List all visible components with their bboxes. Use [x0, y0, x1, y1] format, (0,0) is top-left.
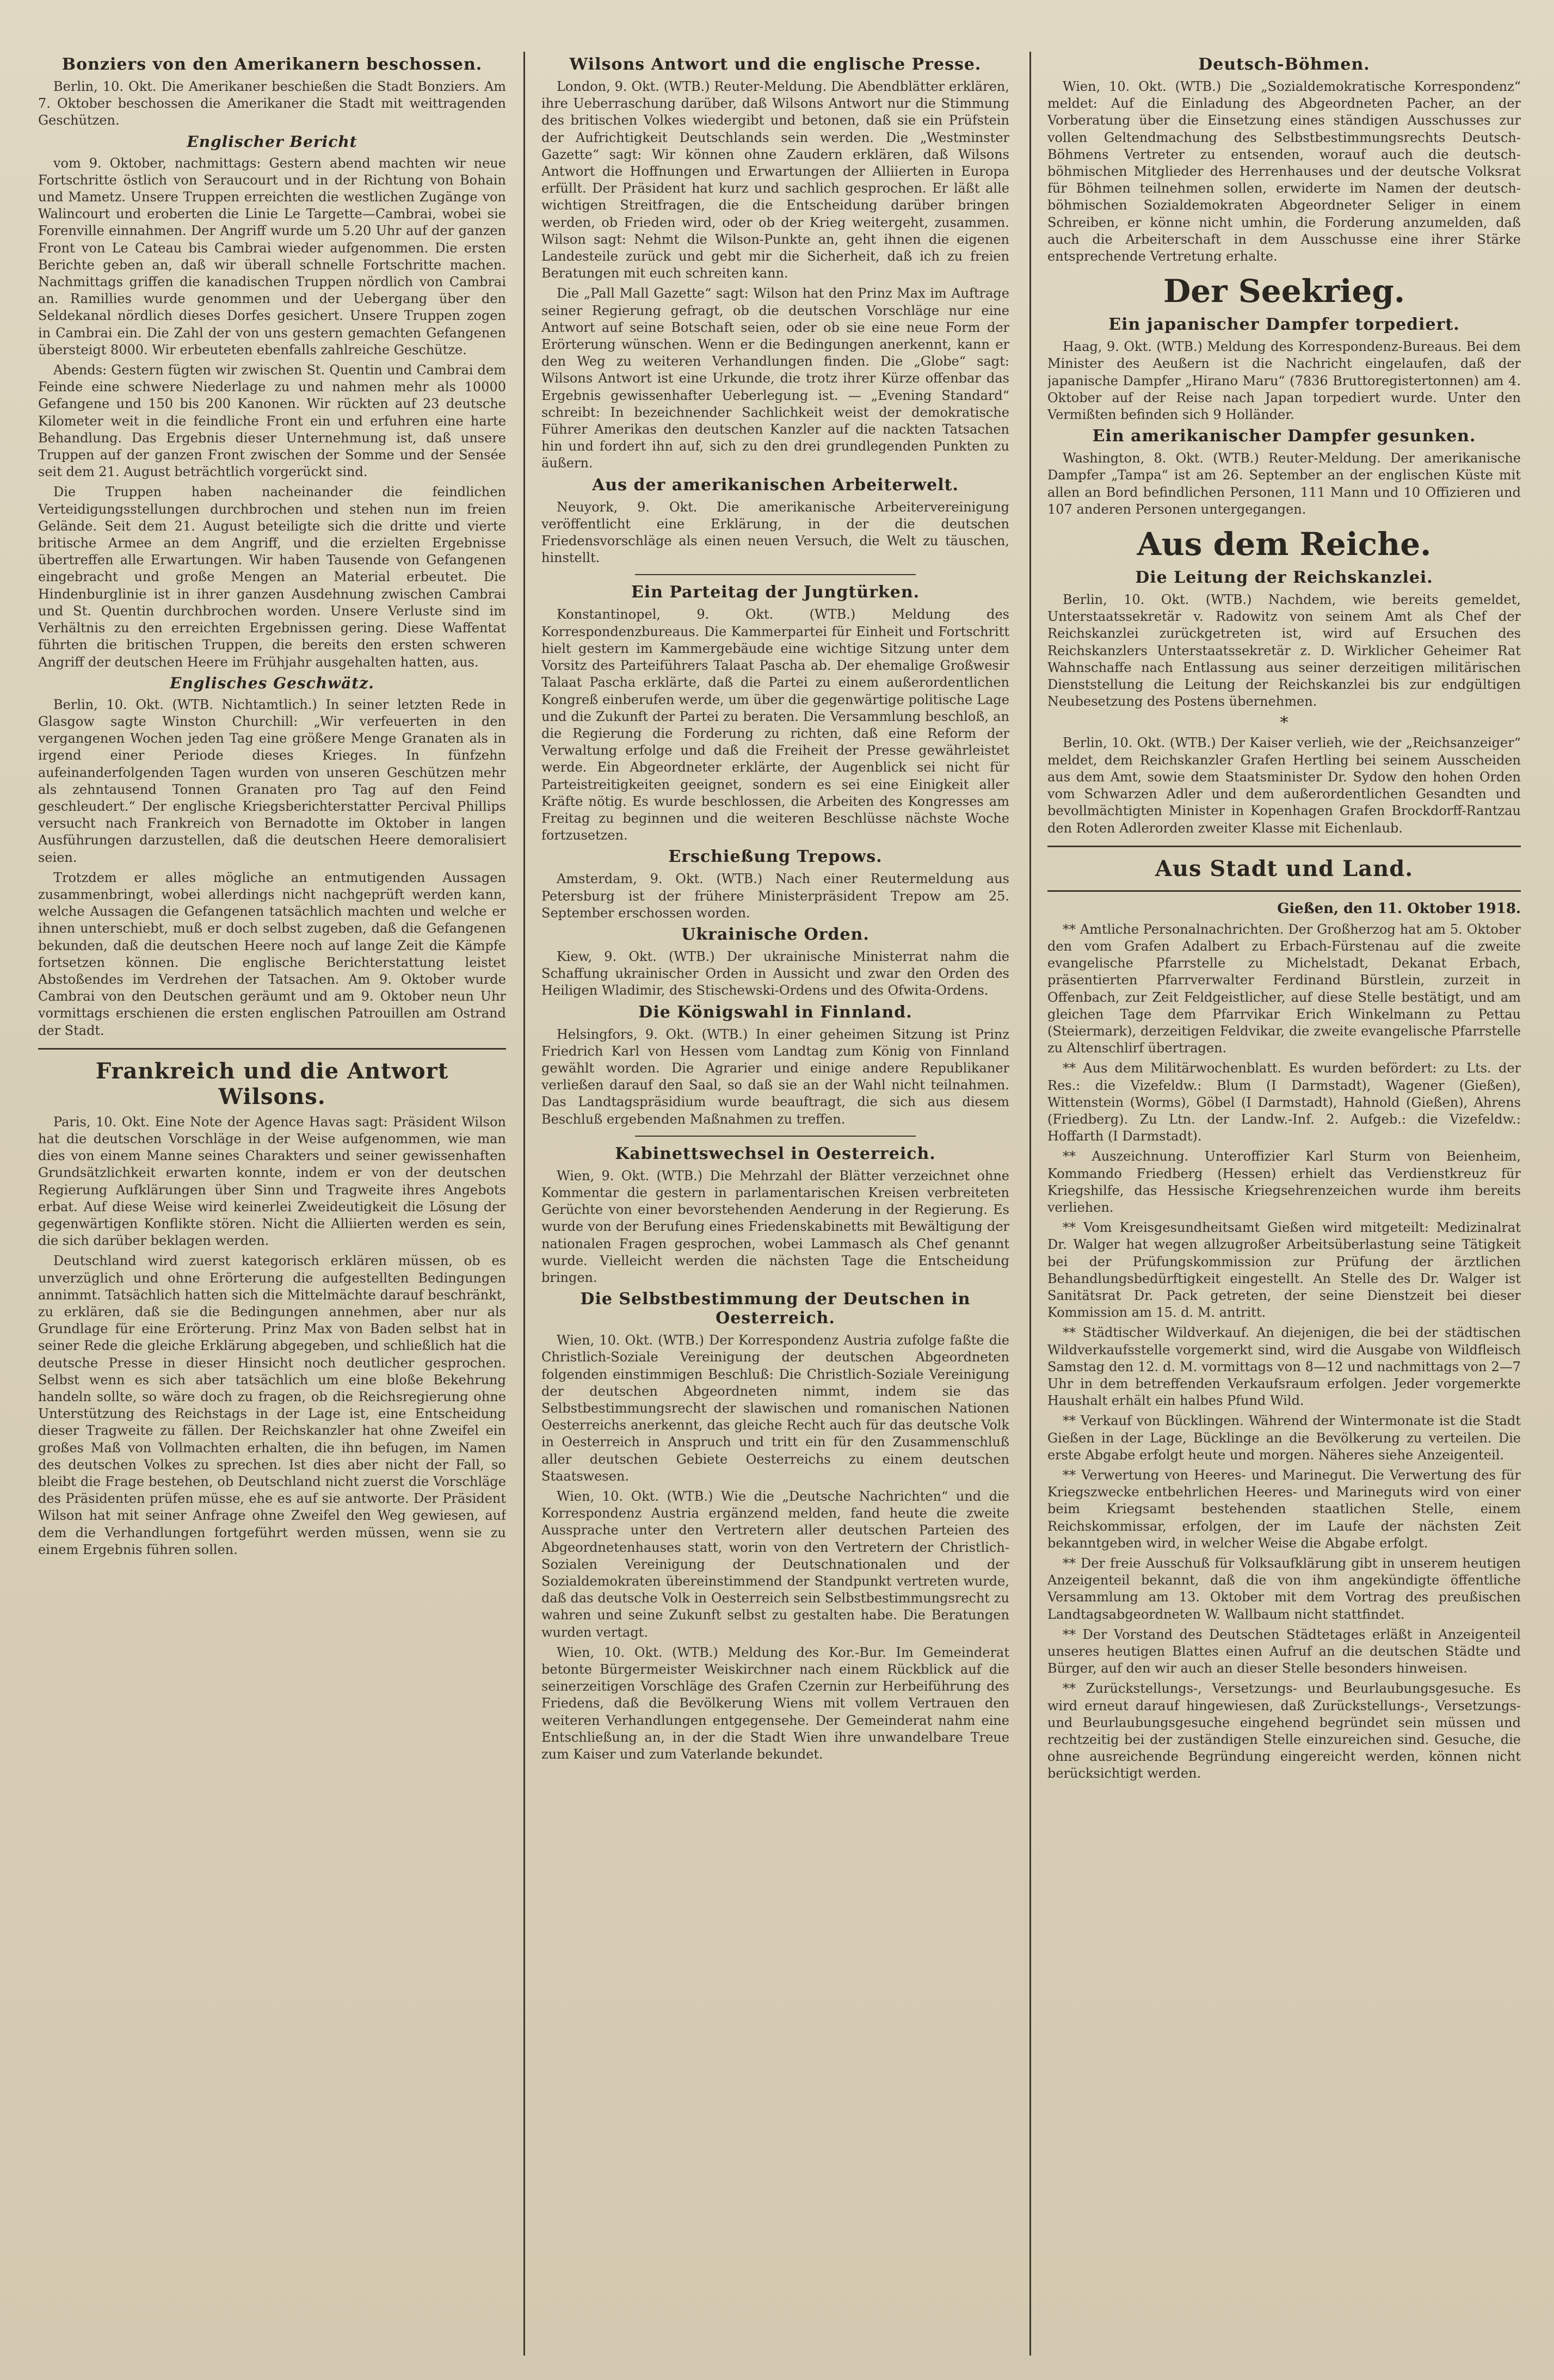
article-trepow: Amsterdam, 9. Okt. (WTB.) Nach einer Reutermeldung aus Petersburg ist der frühere Ministerpräsident Trepow am 25. September erschossen worden. [541, 871, 1009, 921]
article-young-turks: Konstantinopel, 9. Okt. (WTB.) Meldung des Korrespondenzbureaus. Die Kammerpartei für Einheit und Fortschritt hielt gestern im Kammergebäude eine wichtige Sitzung unter dem Vorsitz des Parteiführers Talaat Pascha ab. Der ehemalige Großwesir Talaat Pascha erklärte, daß die Partei zu einem außerordentlichen Kongreß einberufen werde, um über die gegenwärtige politische Lage und die Zukunft der Partei zu beraten. Die Versammlung beschloß, an die Regierung die Forderung zu richten, daß eine Reform der Verwaltung erfolge und daß die Freiheit der Presse gewährleistet werde. Ein Abgeordneter erklärte, der Augenblick sei nicht für Parteistreitigkeiten geeignet, sondern es sei eine Einigkeit aller Kräfte nötig. Es wurde beschlossen, die Arbeiten des Kongresses am Freitag zu beginnen und die weiteren Beschlüsse nächste Woche fortzusetzen. [541, 607, 1009, 843]
headline-wilson-press: Wilsons Antwort und die englische Presse. [569, 55, 982, 74]
article-english-report: vom 9. Oktober, nachmittags: Gestern abend machten wir neue Fortschritte östlich von Seraucourt und in der Richtung von Bohain und Mametz. Unsere Truppen erreichten die westlichen Zugänge von Walincourt und eroberten die Linie Le Targette—Cambrai, wobei sie Forenville einnahmen. Der Angriff wurde um 5.20 Uhr auf der ganzen Front von Le Cateau bis Cambrai wieder aufgenommen. Die ersten Berichte geben an, daß wir überall schnelle Fortschritte machen. Nachmittags griffen die kanadischen Truppen nördlich von Cambrai an. Ramillies wurde genommen und der Uebergang über den Seldekanal nördlich dieses Dorfes gesichert. Unsere Truppen zogen in Cambrai ein. Die Zahl der von uns gestern gemachten Gefangenen übersteigt 8000. Wir erbeuteten ebenfalls zahlreiche Geschütze. [38, 155, 506, 357]
headline-from-reich: Aus dem Reiche. [1137, 526, 1432, 563]
article-buckling: ** Verkauf von Bücklingen. Während der Wintermonate ist die Stadt Gießen in der Lage, Bücklinge an die Bevölkerung zu verteilen. Die erste Abgabe erfolgt heute und morgen. Näheres siehe Anzeigenteil. [1047, 1413, 1521, 1463]
article-self-determination: Wien, 10. Okt. (WTB.) Der Korrespondenz Austria zufolge faßte die Christlich-Soziale Vereinigung der deutschen Abgeordneten folgenden einstimmigen Beschluß: Die Christlich-Soziale Vereinigung der deutschen Abgeordneten nimmt, indem sie das Selbstbestimmungsrecht der slawischen und romanischen Nationen Oesterreichs anerkennt, das gleiche Recht auch für das deutsche Volk in Oesterreich in Anspruch und tritt ein für den Zusammenschluß aller deutschen Gebiete Oesterreichs zu einem deutschen Staatswesen. [541, 1333, 1009, 1484]
headline-self-determination: Die Selbstbestimmung der Deutschen in Oesterreich. [580, 1290, 971, 1328]
headline-city-country: Aus Stadt und Land. [1155, 855, 1414, 881]
separator [635, 1136, 916, 1137]
article-france-wilson: Paris, 10. Okt. Eine Note der Agence Havas sagt: Präsident Wilson hat die deutschen Vorschläge in der Weise aufgenommen, wie man dies von einem Manne seines Charakters und seiner gewissenhaften Grundsätzlichkeit erwarten konnte, indem er von der deutschen Regierung Aufklärungen über Sinn und Tragweite ihres Angebots erbat. Auf diese Weise wird keinerlei Zweideutigkeit die Lösung der gegenwärtigen Konflikte stören. Nicht die Alliierten werden es sein, die sich darüber beklagen werden. [38, 1114, 506, 1249]
article-evening-report: Abends: Gestern fügten wir zwischen St. Quentin und Cambrai dem Feinde eine schwere Niederlage zu und nahmen mehr als 10000 Gefangene und 150 bis 200 Kanonen. Wir rückten auf 23 deutsche Kilometer weit in die feindliche Front ein und erfuhren eine harte Behandlung. Das Ergebnis dieser Unternehmung ist, daß unsere Truppen auf der ganzen Front zwischen der Somme und der Sensée seit dem 21. August beträchtlich vorgerückt sind. [38, 362, 506, 480]
column-1 [38, 52, 506, 2358]
article-army-goods: ** Verwertung von Heeres- und Marinegut. Die Verwertung des für Kriegszwecke entbehrlichen Heeres- und Marineguts wird von einer beim Kriegsamt bestehenden staatlichen Stelle, einem Reichskommissar, erfolgen, der im Laufe der nächsten Zeit bekanntgeben wird, in welcher Weise die Abgabe erfolgt. [1047, 1468, 1521, 1551]
headline-german-bohemia: Deutsch-Böhmen. [1198, 55, 1370, 74]
article-col2-body1: Die „Pall Mall Gazette“ sagt: Wilson hat den Prinz Max im Auftrage seiner Regierung gefragt, ob die deutschen Vorschläge nur eine Antwort auf seine Botschaft seien, oder ob sie eine neue Form der Erörterung wünschen. Wenn er die Bedingungen anerkennt, kann er den Weg zu weiteren Verhandlungen finden. Die „Globe“ sagt: Wilsons Antwort ist eine Urkunde, die trotz ihrer Kürze offenbar das Ergebnis gewissenhafter Ueberlegung ist. — „Evening Standard“ schreibt: In bezeichnender Sachlichkeit weist der demokratische Führer Amerikas den deutschen Kanzler auf die nackten Tatsachen hin und fordert ihn auf, sich zu den drei grundlegenden Punkten zu äußern. [541, 286, 1009, 471]
headline-austria-cabinet: Kabinettswechsel in Oesterreich. [615, 1144, 936, 1163]
headline-bombardment: Bonziers von den Amerikanern beschossen. [61, 55, 483, 74]
separator [1047, 846, 1521, 847]
article-wilson-press: London, 9. Okt. (WTB.) Reuter-Meldung. Die Abendblätter erklären, ihre Ueberraschung darüber, daß Wilsons Antwort nur die Stimmung des britischen Volkes wiedergibt und betonen, daß sie ein Prüfstein der Aufrichtigkeit Deutschlands sein werden. Die „Westminster Gazette“ sagt: Wir können ohne Zaudern erklären, daß Wilsons Antwort die Hoffnungen und Erwartungen der Alliierten in Europa erfüllt. Der Präsident hat kurz und sachlich gesprochen. Er läßt alle wichtigen Streitfragen, die die Entscheidung darüber bringen werden, ob Frieden wird, oder ob der Krieg weitergeht, zusammen. Wilson sagt: Nehmt die Wilson-Punkte an, geht ihnen die eigenen Landesteile zurück und gebt mir die Sicherheit, daß ich zu freien Beratungen mit euch schreiten kann. [541, 79, 1009, 281]
headline-japanese-steamer: Ein japanischer Dampfer torpediert. [1108, 315, 1460, 335]
article-personnel: ** Amtliche Personalnachrichten. Der Großherzog hat am 5. Oktober den vom Grafen Adalbert zu Erbach-Fürstenau auf die zweite evangelische Pfarrstelle zu Michelstadt, Dekanat Erbach, präsentierten Pfarrverwalter Ferdinand Bürstlein, zurzeit in Offenbach, zur Zeit Feldgeistlicher, auf diese Stelle bestätigt, und am gleichen Tage dem Pfarrvikar Erich Winkelmann zu Pettau (Steiermark), derzeitigen Feldvikar, die zweite evangelische Pfarrstelle zu Altenschlirf übertragen. [1047, 921, 1521, 1056]
article-german-bohemia: Wien, 10. Okt. (WTB.) Die „Sozialdemokratische Korrespondenz“ meldet: Auf die Einladung des Abgeordneten Pacher, an der Vorberatung über die Einsetzung eines ständigen Ausschusses zur vollen Geltendmachung des Selbstbestimmungsrechts Deutsch-Böhmens Vertreter zu entsenden, worauf auch die deutsch-böhmischen Mitglieder des Herrenhauses und der deutsche Volksrat für Böhmen teilnehmen sollen, erwiderte im Namen der deutsch-böhmischen Sozialdemokraten Abgeordneter Seliger in einem Schreiben, er könne nicht umhin, die Forderung anzumelden, daß auch die Arbeiterschaft in dem Ausschusse eine ihrer Stärke entsprechende Vertretung erhalte. [1047, 79, 1521, 264]
column-rule-left [523, 52, 525, 2356]
article-finland: Helsingfors, 9. Okt. (WTB.) In einer geheimen Sitzung ist Prinz Friedrich Karl von Hessen vom Landtag zum König von Finnland gewählt worden. Die Agrarier und einige andere Republikaner verließen darauf den Saal, so daß sie an der Wahl nicht teilnahmen. Das Landtagspräsidium wurde beauftragt, die sich aus diesem Beschluß ergebenden Maßnahmen zu treffen. [541, 1026, 1009, 1127]
column-3 [1047, 52, 1521, 2358]
column-rule-right [1029, 52, 1031, 2356]
column-2 [541, 52, 1009, 2358]
separator [1047, 890, 1521, 892]
article-american-steamer: Washington, 8. Okt. (WTB.) Reuter-Meldung. Der amerikanische Dampfer „Tampa“ ist am 26. September an der englischen Küste mit allen an Bord befindlichen Personen, 111 Mann und 10 Offizieren und 107 anderen Personen untergegangen. [1047, 451, 1521, 517]
article-award: ** Auszeichnung. Unteroffizier Karl Sturm von Beienheim, Kommando Friedberg (Hessen) erhielt das Verdienstkreuz für Kriegshilfe, das Hessische Kriegsehrenzeichen wurde ihm bereits verliehen. [1047, 1149, 1521, 1215]
headline-sea-war: Der Seekrieg. [1163, 273, 1405, 310]
headline-france-wilson: Frankreich und die Antwort Wilsons. [95, 1058, 449, 1109]
headline-american-steamer: Ein amerikanischer Dampfer gesunken. [1092, 427, 1476, 446]
headline-trepow: Erschießung Trepows. [668, 847, 883, 867]
article-game: ** Städtischer Wildverkauf. An diejenigen, die bei der städtischen Wildverkaufsstelle vorgemerkt sind, wird die Ausgabe von Wildfleisch Samstag den 12. d. M. vormittags von 8—12 und nachmittags von 2—7 Uhr in dem betreffenden Verkaufsraum erfolgen. Jeder vorgemerkte Haushalt erhält ein halbes Pfund Wild. [1047, 1325, 1521, 1409]
article-austria-cabinet: Wien, 9. Okt. (WTB.) Die Mehrzahl der Blätter verzeichnet ohne Kommentar die gestern in parlamentarischen Kreisen verbreiteten Gerüchte von einer bevorstehenden Aenderung in der Regierung. Es wurde von der Berufung eines Friedenskabinetts mit Bewältigung der nationalen Fragen gesprochen, wobei Lammasch als Chef genannt wurde. Vielleicht werden die nächsten Tage die Entscheidung bringen. [541, 1168, 1009, 1285]
article-bombardment: Berlin, 10. Okt. Die Amerikaner beschießen die Stadt Bonziers. Am 7. Oktober beschossen die Amerikaner die Stadt mit weittragenden Geschützen. [38, 79, 506, 128]
article-military: ** Aus dem Militärwochenblatt. Es wurden befördert: zu Lts. der Res.: die Vizefeldw.: Blum (I Darmstadt), Wagener (Gießen), Wittenstein (Worms), Göbel (I Darmstadt), Hahnold (Gießen), Ahrens (Friedberg). Zu Ltn. der Landw.-Inf. 2. Aufgeb.: die Vizefeldw.: Hoffarth (I Darmstadt). [1047, 1060, 1521, 1144]
dateline: Gießen, den 11. Oktober 1918. [1277, 900, 1521, 917]
article-committee: ** Der freie Ausschuß für Volksaufklärung gibt in unserem heutigen Anzeigenteil bekannt, daß die von ihm angekündigte öffentliche Versammlung am 13. Oktober mit dem Vortrag des preußischen Landtagsabgeordneten W. Wallbaum nicht stattfindet. [1047, 1556, 1521, 1622]
article-chancellery: Berlin, 10. Okt. (WTB.) Nachdem, wie bereits gemeldet, Unterstaatssekretär v. Radowitz von seinem Amt als Chef der Reichskanzlei zurückgetreten ist, wird auf Ersuchen des Reichskanzlers Unterstaatssekretär z. D. Wirklicher Geheimer Rat Wahnschaffe nach Entlassung aus seiner derzeitigen militärischen Dienststellung die Leitung der Reichskanzlei bis zur endgültigen Neubesetzung des Postens übernehmen. [1047, 592, 1521, 710]
article-english-chatter: Berlin, 10. Okt. (WTB. Nichtamtlich.) In seiner letzten Rede in Glasgow sagte Winston Churchill: „Wir verfeuerten in den vergangenen Wochen jeden Tag eine größere Menge Granaten als in irgend einer Periode dieses Krieges. In fünfzehn aufeinanderfolgenden Tagen wurden von unseren Geschützen mehr als zehntausend Tonnen Granaten pro Tag auf den Feind geschleudert.“ Der englische Kriegsberichterstatter Percival Phillips versucht nach Frankreich von Bernadotte im Oktober in langen Ausführungen darzustellen, daß die deutschen Heere demoralisiert seien. [38, 696, 506, 865]
article-cities: ** Der Vorstand des Deutschen Städtetages erläßt in Anzeigenteil unseres heutigen Blattes einen Aufruf an die deutschen Städte und Bürger, auf den wir auch an dieser Stelle besonders hinweisen. [1047, 1626, 1521, 1676]
article-american-workers: Neuyork, 9. Okt. Die amerikanische Arbeitervereinigung veröffentlicht eine Erklärung, in der die deutschen Friedensvorschläge als einen neuen Versuch, die Welt zu täuschen, hinstellt. [541, 499, 1009, 566]
headline-young-turks: Ein Parteitag der Jungtürken. [631, 583, 920, 602]
separator [38, 1048, 506, 1050]
article-kaiser-order: Berlin, 10. Okt. (WTB.) Der Kaiser verlieh, wie der „Reichsanzeiger“ meldet, dem Reichskanzler Grafen Hertling bei seinem Ausscheiden aus dem Amt, sowie dem Staatsminister Dr. Sydow den hohen Orden vom Schwarzen Adler und dem außerordentlichen Gesandten und bevollmächtigten Minister in Kopenhagen Grafen Brockdorff-Rantzau den Roten Adlerorden zweiter Klasse mit Eichenlaub. [1047, 735, 1521, 836]
headline-english-chatter: Englisches Geschwätz. [170, 674, 374, 692]
article-japanese-steamer: Haag, 9. Okt. (WTB.) Meldung des Korrespondenz-Bureaus. Bei dem Minister des Aeußern ist die Nachricht eingelaufen, daß der japanische Dampfer „Hirano Maru“ (7836 Bruttoregistertonnen) am 4. Oktober auf der Reise nach Japan torpediert wurde. Unter den Vermißten befinden sich 9 Holländer. [1047, 339, 1521, 423]
article-col2-body3: Wien, 10. Okt. (WTB.) Meldung des Kor.-Bur. Im Gemeinderat betonte Bürgermeister Weiskirchner nach einem Rückblick auf die seinerzeitigen Vorschläge des Grafen Czernin zur Herbeiführung des Friedens, daß die Bevölkerung Wiens mit vollem Vertrauen den weiteren Verhandlungen entgegensehe. Der Gemeinderat nahm eine Entschließung an, in der die Stadt Wien ihre unwandelbare Treue zum Kaiser und zum Vaterlande bekundet. [541, 1644, 1009, 1762]
article-ukraine-orders: Kiew, 9. Okt. (WTB.) Der ukrainische Ministerrat nahm die Schaffung ukrainischer Orden in Aussicht und zwar den Orden des Heiligen Wladimir, des Stischewski-Ordens und des Ofwita-Ordens. [541, 948, 1009, 998]
article-col2-body2: Wien, 10. Okt. (WTB.) Wie die „Deutsche Nachrichten“ und die Korrespondenz Austria ergänzend melden, fand heute die zweite Aussprache unter den Vertretern aller deutschen Parteien des Abgeordnetenhauses statt, worin von den Vertretern der Christlich-Sozialen Vereinigung der Deutschnationalen und der Sozialdemokraten übereinstimmend der Standpunkt vertreten wurde, daß das deutsche Volk in Oesterreich sein Selbstbestimmungsrecht zu wahren und seine Zukunft selbst zu gestalten habe. Die Beratungen wurden vertagt. [541, 1489, 1009, 1640]
star-separator: * [1280, 713, 1288, 733]
article-col1-body2: Trotzdem er alles mögliche an entmutigenden Aussagen zusammenbringt, wobei allerdings nicht nachgeprüft werden kann, welche Aussagen die Gefangenen tatsächlich machten und welche er ihnen unterschiebt, muß er doch selbst zugeben, daß die Gefangenen bekunden, daß die deutschen Heere noch auf lange Zeit die Kämpfe fortsetzen können. Die englische Berichterstattung leistet Abstoßendes im Verdrehen der Tatsachen. Am 9. Oktober wurde Cambrai von den Deutschen geräumt und am 9. Oktober neun Uhr vormittags erschienen die ersten englischen Patrouillen am Ostrand der Stadt. [38, 870, 506, 1038]
article-deferment: ** Zurückstellungs-, Versetzungs- und Beurlaubungsgesuche. Es wird erneut darauf hingewiesen, daß Zurückstellungs-, Versetzungs- und Beurlaubungsgesuche eingehend begründet sein müssen und rechtzeitig bei der zuständigen Stelle einzureichen sind. Gesuche, die ohne ausreichende Begründung eingereicht werden, können nicht berücksichtigt werden. [1047, 1681, 1521, 1781]
headline-chancellery: Die Leitung der Reichskanzlei. [1135, 568, 1433, 588]
article-col1-body3: Deutschland wird zuerst kategorisch erklären müssen, ob es unverzüglich und ohne Erörterung die aufgestellten Bedingungen annimmt. Tatsächlich hatten sich die Mittelmächte darauf beschränkt, zu erklären, daß sie die Bedingungen annehmen, aber nur als Grundlage für eine Erörterung. Prinz Max von Baden selbst hat in seiner Rede die gleiche Erklärung abgegeben, und schließlich hat die deutsche Presse in dieser Hinsicht noch deutlicher gesprochen. Selbst wenn es sich aber tatsächlich um eine bloße Bekehrung handeln sollte, so wäre doch zu fragen, ob die Reichsregierung ohne Unterstützung des Reichstags in der Lage ist, eine Entscheidung dieser Tragweite zu fällen. Der Reichskanzler hat ohne Zweifel ein großes Maß von Vollmachten erhalten, die ihn befugen, im Namen des deutschen Volkes zu sprechen. Ist dies aber nicht der Fall, so bleibt die Frage bestehen, ob Deutschland nicht zuerst die Vorschläge des Präsidenten prüfen müsse, ehe es auf sie antworte. Der Präsident Wilson hat mit seiner Anfrage ohne Zweifel den Weg gewiesen, auf dem die Verhandlungen fortgeführt werden müssen, wenn sie zu einem Ergebnis führen sollen. [38, 1253, 506, 1557]
headline-ukraine-orders: Ukrainische Orden. [681, 924, 869, 944]
article-health: ** Vom Kreisgesundheitsamt Gießen wird mitgeteilt: Medizinalrat Dr. Walger hat wegen allzugroßer Arbeitsüberlastung seine Tätigkeit bei der Prüfungskommission zur Prüfung der ärztlichen Behandlungsbedürftigkeit eingestellt. An Stelle des Dr. Walger ist Sanitätsrat Dr. Pack getreten, der seine Dienstzeit bei dieser Kommission am 15. d. M. antritt. [1047, 1220, 1521, 1321]
headline-english-report: Englischer Bericht [187, 132, 357, 151]
headline-finland: Die Königswahl in Finnland. [638, 1002, 912, 1022]
separator [635, 574, 916, 575]
article-col1-body1: Die Truppen haben nacheinander die feindlichen Verteidigungsstellungen durchbrochen und stehen nun im freien Gelände. Seit dem 21. August beteiligte sich die dritte und vierte britische Armee an dem Angriff, und die erzielten Ergebnisse übertreffen alle Erwartungen. Wir haben Tausende von Gefangenen eingebracht und große Mengen an Material erbeutet. Die Hindenburglinie ist in ihrer ganzen Ausdehnung zwischen Cambrai und St. Quentin durchbrochen worden. Unsere Verluste sind im Verhältnis zu den erreichten Ergebnissen gering. Diese Waffentat führten die britischen Truppen, die bereits den ersten schweren Angriff der deutschen Heere im Frühjahr ausgehalten hatten, aus. [38, 484, 506, 670]
headline-american-workers: Aus der amerikanischen Arbeiterwelt. [592, 475, 959, 495]
